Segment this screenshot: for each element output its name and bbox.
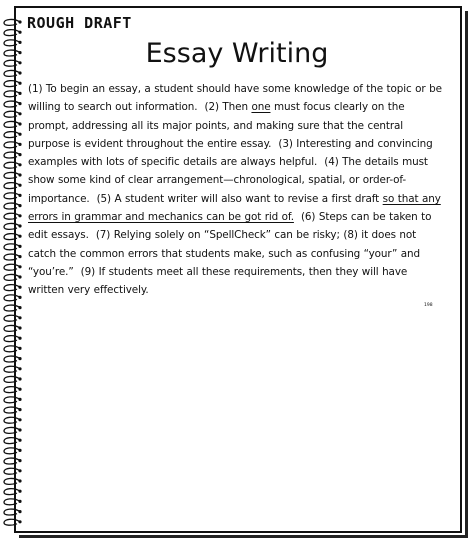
spiral-coil bbox=[4, 101, 20, 107]
sentence-5-underlined-phrase: so that any errors in grammar and mechanics can be got rid of. bbox=[28, 192, 441, 224]
spiral-coil bbox=[4, 346, 20, 352]
spiral-coil bbox=[4, 70, 20, 76]
sentence-8: (8) it does not catch the common errors that students make, such as confusing “your” and “you’re.” bbox=[28, 229, 421, 278]
spiral-coil bbox=[4, 315, 20, 321]
spiral-coil bbox=[4, 152, 20, 158]
spiral-coil bbox=[4, 285, 20, 291]
spiral-coil bbox=[4, 376, 20, 382]
essay-paragraph bbox=[28, 80, 446, 300]
sentence-3: (3) Interesting and convincing examples with lots of specific details are always helpful. bbox=[28, 137, 433, 169]
spiral-coil bbox=[4, 30, 20, 36]
sentence-1: (1) To begin an essay, a student should have some knowledge of the topic or be willing to search out information. bbox=[28, 83, 442, 114]
sentence-9: (9) If students meet all these requirements, then they will have written very effectively. bbox=[28, 265, 408, 297]
spiral-binding-icon bbox=[0, 0, 30, 545]
spiral-coil bbox=[4, 305, 20, 311]
spiral-coil bbox=[4, 223, 20, 229]
spiral-coil bbox=[4, 203, 20, 209]
spiral-coil bbox=[4, 81, 20, 87]
spiral-coil bbox=[4, 132, 20, 138]
sentence-7: (7) Relying solely on “SpellCheck” can be risky; bbox=[95, 229, 340, 242]
spiral-coil bbox=[4, 336, 20, 342]
spiral-coil bbox=[4, 19, 20, 25]
spiral-coil bbox=[4, 162, 20, 168]
spiral-coil bbox=[4, 234, 20, 240]
rough-draft-label: ROUGH DRAFT bbox=[27, 14, 132, 32]
spiral-coil bbox=[4, 325, 20, 331]
spiral-coil bbox=[4, 356, 20, 362]
spiral-coil bbox=[4, 254, 20, 260]
spiral-coil bbox=[4, 519, 20, 525]
spiral-coil bbox=[4, 448, 20, 454]
spiral-coil bbox=[4, 458, 20, 464]
spiral-coil bbox=[4, 417, 20, 423]
spiral-coil bbox=[4, 366, 20, 372]
sentence-5-start: (5) A student writer will also want to revise a first draft bbox=[96, 192, 380, 205]
spiral-coil bbox=[4, 468, 20, 474]
page-title: Essay Writing bbox=[145, 38, 329, 69]
spiral-coil bbox=[4, 91, 20, 97]
spiral-coil bbox=[4, 478, 20, 484]
spiral-coil bbox=[4, 183, 20, 189]
sentence-4: (4) The details must show some kind of clear arrangement—chronological, spatial, or order-of-importance. bbox=[28, 156, 428, 205]
sentence-6: (6) Steps can be taken to edit essays. bbox=[28, 211, 432, 242]
spiral-coil bbox=[4, 489, 20, 495]
spiral-coil bbox=[4, 499, 20, 505]
spiral-coil bbox=[4, 274, 20, 280]
spiral-coil bbox=[4, 111, 20, 117]
spiral-coil bbox=[4, 172, 20, 178]
spiral-coil bbox=[4, 427, 20, 433]
spiral-coil bbox=[4, 193, 20, 199]
sentence-2-end: must focus clearly on the prompt, addressing all its major points, and making sure that the central purpose is evident throughout the entire essay. bbox=[28, 101, 405, 150]
spiral-coil bbox=[4, 121, 20, 127]
spiral-coil bbox=[4, 264, 20, 270]
spiral-coil bbox=[4, 438, 20, 444]
spiral-coil bbox=[4, 295, 20, 301]
sentence-2-underlined-word: one bbox=[251, 101, 271, 114]
spiral-coil bbox=[4, 509, 20, 515]
spiral-coil bbox=[4, 142, 20, 148]
sentence-2-start: (2) Then bbox=[204, 101, 248, 114]
spiral-coil bbox=[4, 387, 20, 393]
spiral-coil bbox=[4, 397, 20, 403]
spiral-coil bbox=[4, 407, 20, 413]
spiral-coil bbox=[4, 244, 20, 250]
page-number: 198 bbox=[424, 303, 433, 308]
spiral-coil bbox=[4, 213, 20, 219]
